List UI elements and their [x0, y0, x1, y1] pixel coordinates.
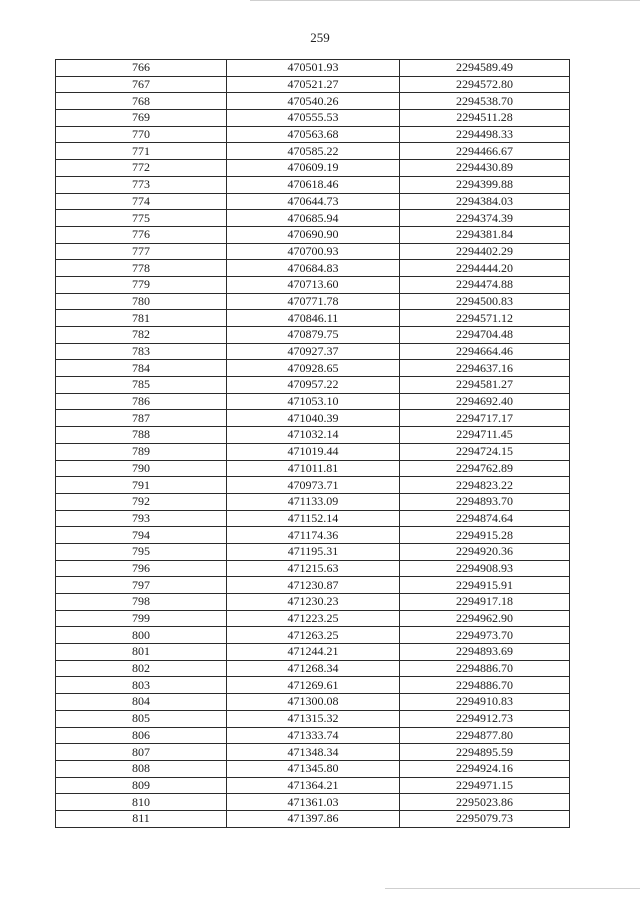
x-coordinate-cell: 470501.93	[227, 60, 400, 77]
y-coordinate-cell: 2294466.67	[400, 143, 570, 160]
table-row	[56, 360, 570, 377]
table-row	[56, 543, 570, 560]
table-row	[56, 710, 570, 727]
y-coordinate-cell: 2294908.93	[400, 560, 570, 577]
table-row	[56, 660, 570, 677]
x-coordinate-cell: 470618.46	[227, 176, 400, 193]
point-number-cell: 806	[56, 727, 227, 744]
point-number-cell: 777	[56, 243, 227, 260]
x-coordinate-cell: 470928.65	[227, 360, 400, 377]
table-row	[56, 427, 570, 444]
point-number-cell: 791	[56, 477, 227, 494]
table-row	[56, 460, 570, 477]
y-coordinate-cell: 2294474.88	[400, 276, 570, 293]
y-coordinate-cell: 2294886.70	[400, 660, 570, 677]
y-coordinate-cell: 2294895.59	[400, 744, 570, 761]
point-number-cell: 798	[56, 594, 227, 611]
y-coordinate-cell: 2294399.88	[400, 176, 570, 193]
y-coordinate-cell: 2294511.28	[400, 110, 570, 127]
x-coordinate-cell: 470957.22	[227, 377, 400, 394]
point-number-cell: 773	[56, 176, 227, 193]
y-coordinate-cell: 2294886.70	[400, 677, 570, 694]
y-coordinate-cell: 2294962.90	[400, 610, 570, 627]
x-coordinate-cell: 471300.08	[227, 694, 400, 711]
y-coordinate-cell: 2294402.29	[400, 243, 570, 260]
point-number-cell: 800	[56, 627, 227, 644]
table-row	[56, 276, 570, 293]
table-row	[56, 760, 570, 777]
x-coordinate-cell: 471019.44	[227, 443, 400, 460]
y-coordinate-cell: 2294637.16	[400, 360, 570, 377]
point-number-cell: 794	[56, 527, 227, 544]
point-number-cell: 799	[56, 610, 227, 627]
y-coordinate-cell: 2294874.64	[400, 510, 570, 527]
y-coordinate-cell: 2294384.03	[400, 193, 570, 210]
table-row	[56, 727, 570, 744]
y-coordinate-cell: 2294762.89	[400, 460, 570, 477]
x-coordinate-cell: 470879.75	[227, 327, 400, 344]
x-coordinate-cell: 471195.31	[227, 543, 400, 560]
point-number-cell: 792	[56, 493, 227, 510]
y-coordinate-cell: 2294692.40	[400, 393, 570, 410]
table-row	[56, 694, 570, 711]
y-coordinate-cell: 2294374.39	[400, 210, 570, 227]
point-number-cell: 801	[56, 644, 227, 661]
x-coordinate-cell: 470846.11	[227, 310, 400, 327]
y-coordinate-cell: 2294893.70	[400, 493, 570, 510]
point-number-cell: 786	[56, 393, 227, 410]
point-number-cell: 804	[56, 694, 227, 711]
x-coordinate-cell: 470973.71	[227, 477, 400, 494]
point-number-cell: 768	[56, 93, 227, 110]
point-number-cell: 790	[56, 460, 227, 477]
y-coordinate-cell: 2294915.91	[400, 577, 570, 594]
table-row	[56, 93, 570, 110]
x-coordinate-cell: 470927.37	[227, 343, 400, 360]
x-coordinate-cell: 470555.53	[227, 110, 400, 127]
page-edge-line	[385, 888, 640, 889]
table-row	[56, 243, 570, 260]
point-number-cell: 778	[56, 260, 227, 277]
x-coordinate-cell: 471223.25	[227, 610, 400, 627]
table-row	[56, 644, 570, 661]
x-coordinate-cell: 471263.25	[227, 627, 400, 644]
x-coordinate-cell: 470585.22	[227, 143, 400, 160]
x-coordinate-cell: 470540.26	[227, 93, 400, 110]
x-coordinate-cell: 471244.21	[227, 644, 400, 661]
y-coordinate-cell: 2294381.84	[400, 226, 570, 243]
y-coordinate-cell: 2294664.46	[400, 343, 570, 360]
x-coordinate-cell: 470609.19	[227, 160, 400, 177]
table-row	[56, 327, 570, 344]
x-coordinate-cell: 471040.39	[227, 410, 400, 427]
point-number-cell: 785	[56, 377, 227, 394]
point-number-cell: 775	[56, 210, 227, 227]
x-coordinate-cell: 470684.83	[227, 260, 400, 277]
x-coordinate-cell: 471269.61	[227, 677, 400, 694]
table-row	[56, 794, 570, 811]
point-number-cell: 772	[56, 160, 227, 177]
x-coordinate-cell: 471032.14	[227, 427, 400, 444]
table-row	[56, 260, 570, 277]
point-number-cell: 811	[56, 810, 227, 827]
table-row	[56, 310, 570, 327]
y-coordinate-cell: 2294711.45	[400, 427, 570, 444]
x-coordinate-cell: 470700.93	[227, 243, 400, 260]
table-row	[56, 126, 570, 143]
x-coordinate-cell: 471364.21	[227, 777, 400, 794]
table-row	[56, 160, 570, 177]
table-row	[56, 627, 570, 644]
coordinates-table	[55, 59, 570, 828]
point-number-cell: 795	[56, 543, 227, 560]
point-number-cell: 788	[56, 427, 227, 444]
x-coordinate-cell: 471011.81	[227, 460, 400, 477]
page-edge-line	[250, 0, 640, 1]
point-number-cell: 783	[56, 343, 227, 360]
x-coordinate-cell: 470771.78	[227, 293, 400, 310]
x-coordinate-cell: 471133.09	[227, 493, 400, 510]
x-coordinate-cell: 470563.68	[227, 126, 400, 143]
y-coordinate-cell: 2294823.22	[400, 477, 570, 494]
table-row	[56, 226, 570, 243]
point-number-cell: 808	[56, 760, 227, 777]
y-coordinate-cell: 2294571.12	[400, 310, 570, 327]
y-coordinate-cell: 2294538.70	[400, 93, 570, 110]
point-number-cell: 776	[56, 226, 227, 243]
table-row	[56, 510, 570, 527]
y-coordinate-cell: 2294973.70	[400, 627, 570, 644]
y-coordinate-cell: 2294915.28	[400, 527, 570, 544]
table-row	[56, 143, 570, 160]
point-number-cell: 770	[56, 126, 227, 143]
point-number-cell: 793	[56, 510, 227, 527]
y-coordinate-cell: 2295079.73	[400, 810, 570, 827]
x-coordinate-cell: 471230.23	[227, 594, 400, 611]
point-number-cell: 803	[56, 677, 227, 694]
y-coordinate-cell: 2294912.73	[400, 710, 570, 727]
point-number-cell: 789	[56, 443, 227, 460]
table-row	[56, 76, 570, 93]
y-coordinate-cell: 2294572.80	[400, 76, 570, 93]
y-coordinate-cell: 2294920.36	[400, 543, 570, 560]
y-coordinate-cell: 2294724.15	[400, 443, 570, 460]
table-row	[56, 810, 570, 827]
point-number-cell: 780	[56, 293, 227, 310]
point-number-cell: 766	[56, 60, 227, 77]
x-coordinate-cell: 471348.34	[227, 744, 400, 761]
y-coordinate-cell: 2294430.89	[400, 160, 570, 177]
y-coordinate-cell: 2294444.20	[400, 260, 570, 277]
table-row	[56, 60, 570, 77]
table-row	[56, 677, 570, 694]
table-row	[56, 744, 570, 761]
point-number-cell: 784	[56, 360, 227, 377]
table-row	[56, 477, 570, 494]
point-number-cell: 805	[56, 710, 227, 727]
y-coordinate-cell: 2294589.49	[400, 60, 570, 77]
x-coordinate-cell: 471053.10	[227, 393, 400, 410]
x-coordinate-cell: 470644.73	[227, 193, 400, 210]
x-coordinate-cell: 471268.34	[227, 660, 400, 677]
x-coordinate-cell: 471230.87	[227, 577, 400, 594]
y-coordinate-cell: 2294581.27	[400, 377, 570, 394]
table-row	[56, 560, 570, 577]
table-row	[56, 193, 570, 210]
table-row	[56, 577, 570, 594]
x-coordinate-cell: 471315.32	[227, 710, 400, 727]
point-number-cell: 782	[56, 327, 227, 344]
table-row	[56, 210, 570, 227]
point-number-cell: 802	[56, 660, 227, 677]
table-row	[56, 293, 570, 310]
x-coordinate-cell: 471215.63	[227, 560, 400, 577]
y-coordinate-cell: 2294971.15	[400, 777, 570, 794]
x-coordinate-cell: 470713.60	[227, 276, 400, 293]
y-coordinate-cell: 2294877.80	[400, 727, 570, 744]
y-coordinate-cell: 2294704.48	[400, 327, 570, 344]
point-number-cell: 779	[56, 276, 227, 293]
table-row	[56, 594, 570, 611]
table-row	[56, 610, 570, 627]
table-row	[56, 527, 570, 544]
table-row	[56, 410, 570, 427]
point-number-cell: 810	[56, 794, 227, 811]
table-row	[56, 443, 570, 460]
y-coordinate-cell: 2294500.83	[400, 293, 570, 310]
x-coordinate-cell: 471152.14	[227, 510, 400, 527]
point-number-cell: 774	[56, 193, 227, 210]
point-number-cell: 809	[56, 777, 227, 794]
point-number-cell: 771	[56, 143, 227, 160]
page-number: 259	[310, 30, 330, 45]
point-number-cell: 807	[56, 744, 227, 761]
table-row	[56, 493, 570, 510]
point-number-cell: 781	[56, 310, 227, 327]
x-coordinate-cell: 471174.36	[227, 527, 400, 544]
y-coordinate-cell: 2294917.18	[400, 594, 570, 611]
table-row	[56, 176, 570, 193]
y-coordinate-cell: 2294910.83	[400, 694, 570, 711]
table-row	[56, 777, 570, 794]
table-row	[56, 377, 570, 394]
table-row	[56, 393, 570, 410]
table-row	[56, 110, 570, 127]
x-coordinate-cell: 471361.03	[227, 794, 400, 811]
point-number-cell: 767	[56, 76, 227, 93]
table-body	[56, 60, 570, 828]
y-coordinate-cell: 2294924.16	[400, 760, 570, 777]
point-number-cell: 797	[56, 577, 227, 594]
x-coordinate-cell: 470521.27	[227, 76, 400, 93]
y-coordinate-cell: 2294498.33	[400, 126, 570, 143]
y-coordinate-cell: 2294717.17	[400, 410, 570, 427]
table-row	[56, 343, 570, 360]
x-coordinate-cell: 471333.74	[227, 727, 400, 744]
y-coordinate-cell: 2295023.86	[400, 794, 570, 811]
point-number-cell: 769	[56, 110, 227, 127]
y-coordinate-cell: 2294893.69	[400, 644, 570, 661]
point-number-cell: 796	[56, 560, 227, 577]
x-coordinate-cell: 470685.94	[227, 210, 400, 227]
x-coordinate-cell: 470690.90	[227, 226, 400, 243]
x-coordinate-cell: 471397.86	[227, 810, 400, 827]
point-number-cell: 787	[56, 410, 227, 427]
x-coordinate-cell: 471345.80	[227, 760, 400, 777]
